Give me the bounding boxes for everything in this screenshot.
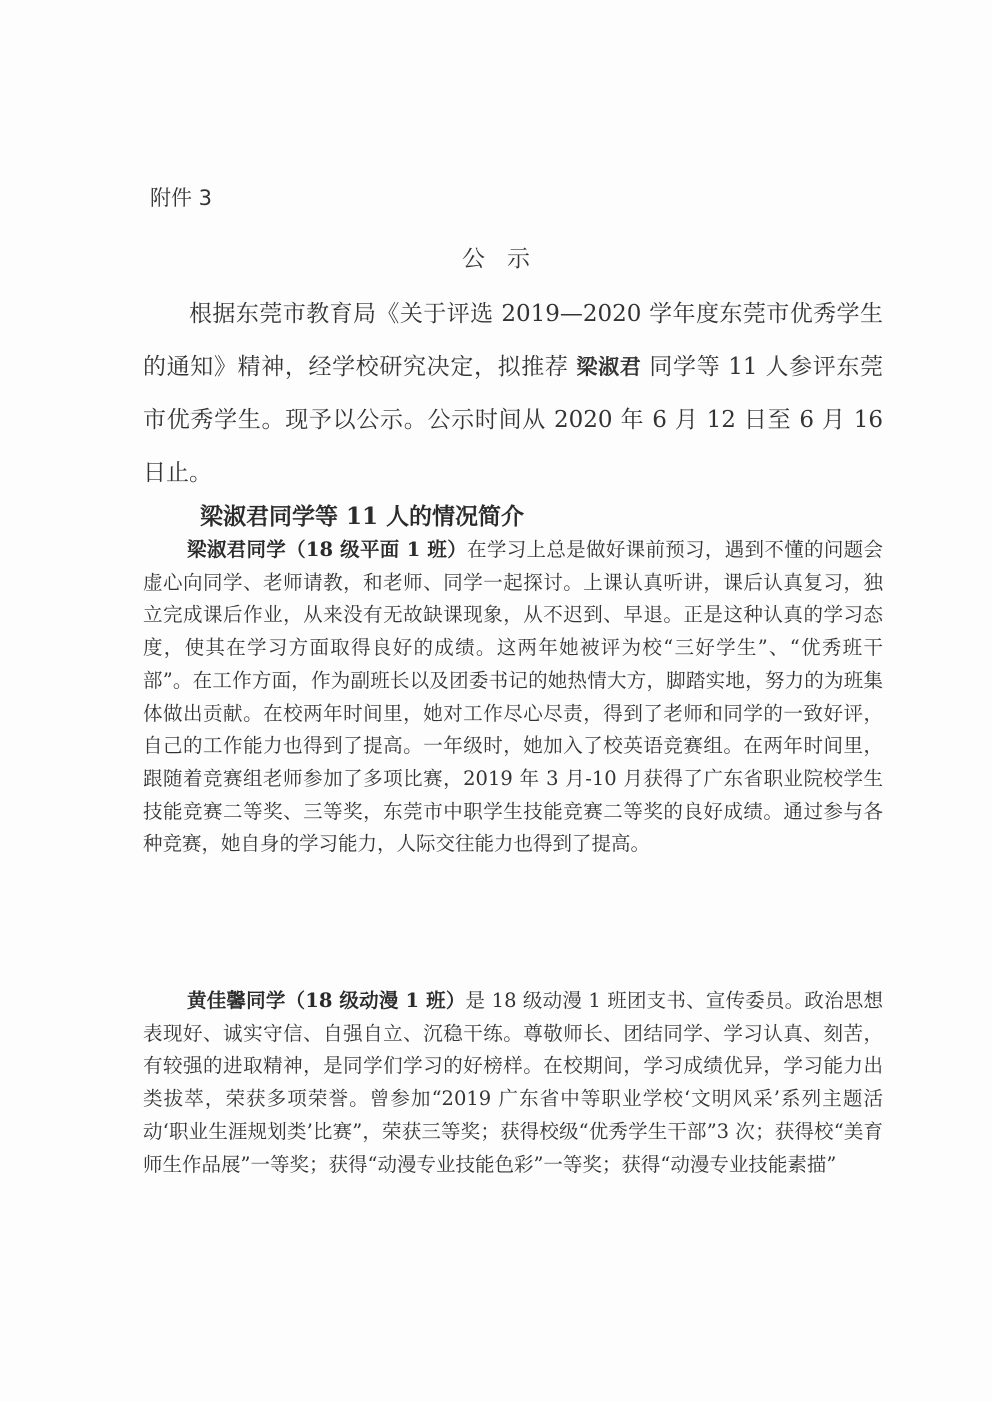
student-profile-text: 在学习上总是做好课前预习，遇到不懂的问题会虚心向同学、老师请教，和老师、同学一起探讨。上课认真听讲，课后认真复习，独立完成课后作业，从来没有无故缺课现象，从不迟到、早退。正是这种认真的学习态度，使其在学习方面取得良好的成绩。这两年她被评为校“三好学生”、“优秀班干部”。在工作方面，作为副班长以及团委书记的她热情大方，脚踏实地，努力的为班集体做出贡献。在校两年时间里，她对工作尽心尽责，得到了老师和同学的一致好评，自己的工作能力也得到了提高。一年级时，她加入了校英语竞赛组。在两年时间里，跟随着竞赛组老师参加了多项比赛，2019 年 3 月-10 月获得了广东省职业院校学生技能竞赛二等奖、三等奖，东莞市中职学生技能竞赛二等奖的良好成绩。通过参与各种竞赛，她自身的学习能力，人际交往能力也得到了提高。 xyxy=(143,538,883,856)
attachment-label: 附件 3 xyxy=(150,186,213,210)
student-profile xyxy=(143,534,883,861)
intro-text-after: 同学等 11 人参评东莞市优秀学生。现予以公示。公示时间从 2020 年 6 月 12 日至 6 月 16 日止。 xyxy=(143,354,884,486)
student-profile xyxy=(143,985,883,1181)
section-heading: 梁淑君同学等 11 人的情况简介 xyxy=(200,503,525,530)
student-name: 黄佳馨同学（18 级动漫 1 班） xyxy=(187,989,466,1012)
notice-title: 公示 xyxy=(462,246,552,272)
intro-text-before: 根据东莞市教育局《关于评选 2019—2020 学年度东莞市优秀学生的通知》精神，经学校研究决定，拟推荐 xyxy=(143,301,883,380)
recommended-student-name: 梁淑君 xyxy=(576,355,642,379)
student-profile-text: 是 18 级动漫 1 班团支书、宣传委员。政治思想表现好、诚实守信、自强自立、沉稳干练。尊敬师长、团结同学、学习认真、刻苦，有较强的进取精神，是同学们学习的好榜样。在校期间，学习成绩优异，学习能力出类拔萃，荣获多项荣誉。曾参加“2019 广东省中等职业学校‘文明风采’系列主题活动‘职业生涯规划类’比赛”，荣获三等奖；获得校级“优秀学生干部”3 次；获得校“美育师生作品展”一等奖；获得“动漫专业技能色彩”一等奖；获得“动漫专业技能素描” xyxy=(143,989,884,1176)
intro-paragraph xyxy=(143,288,883,500)
student-name: 梁淑君同学（18 级平面 1 班） xyxy=(187,538,468,561)
